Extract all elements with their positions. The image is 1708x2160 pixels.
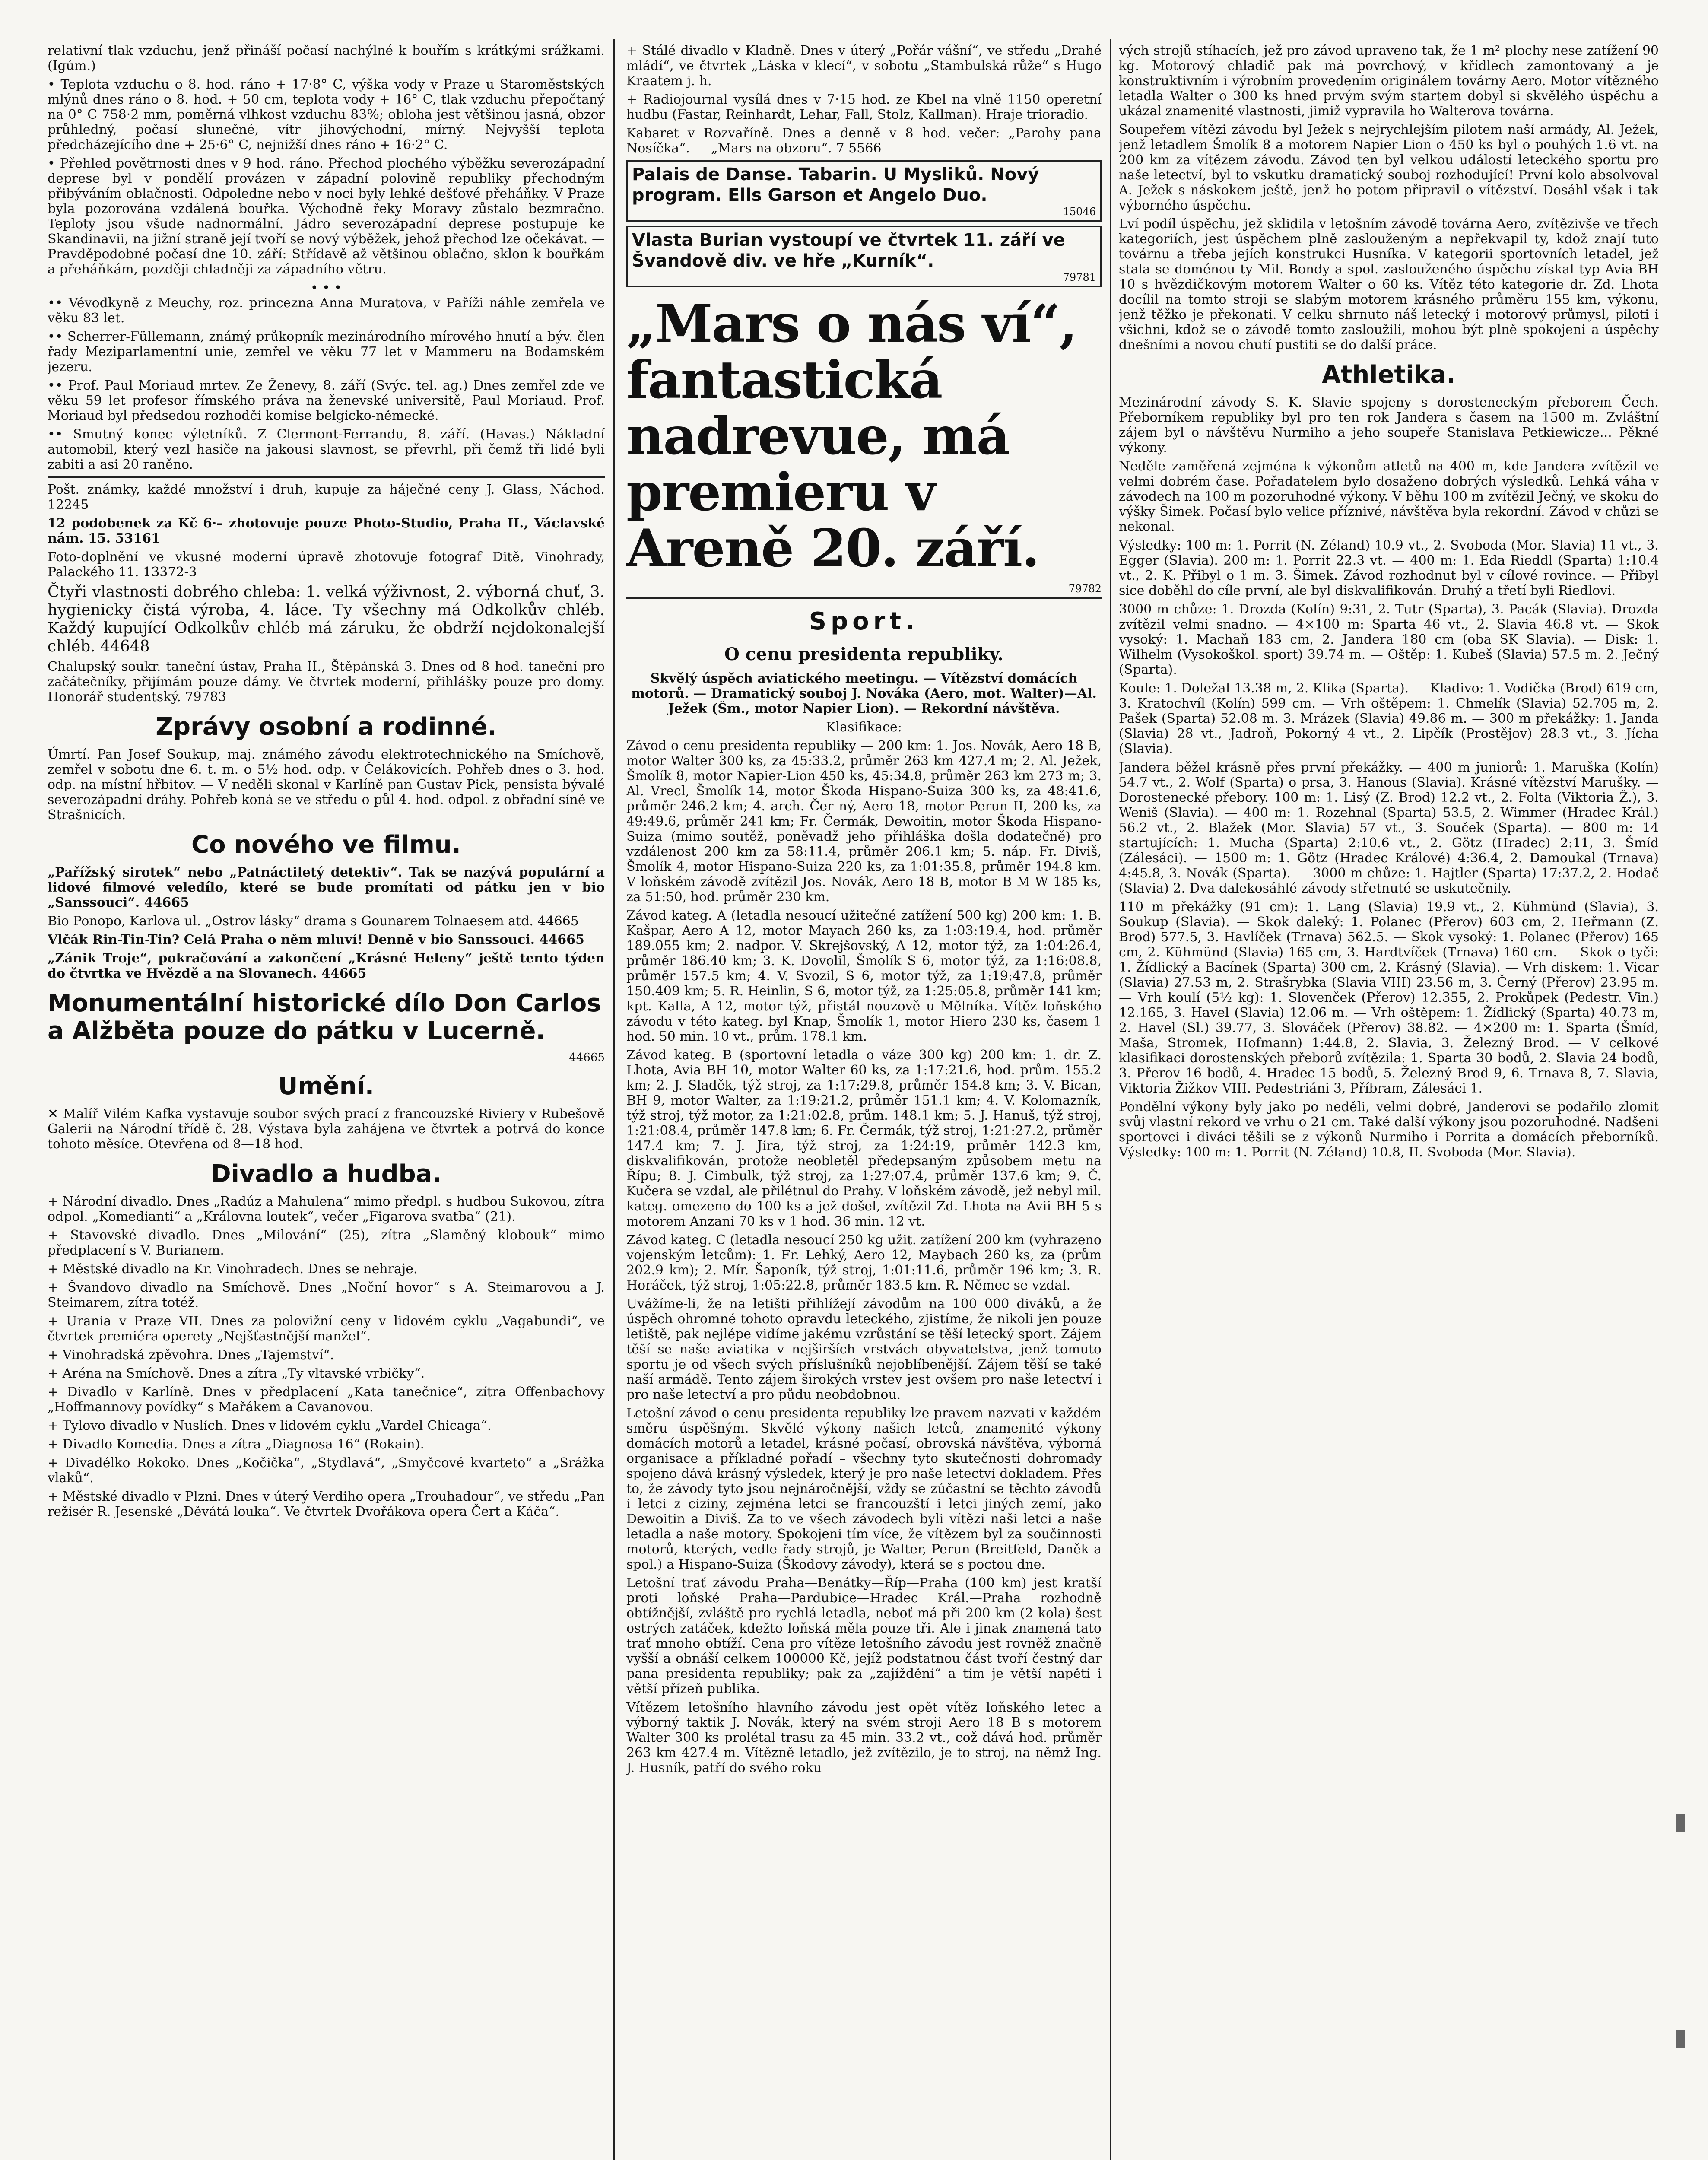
radiojournal: + Radiojournal vysílá dnes v 7·15 hod. ze Kbel na vlně 1150 operetní hudbu (Fastar, Reinhardt, Lehar, Fall, Stolz, Kallman). Hraje trioradio. [626,92,1102,122]
theatre-8: + Divadlo v Karlíně. Dnes v předplacení „Kata tanečnice“, zítra Offenbachovy „Hoffmannovy povídky“ s Mařákem a Cavanovou. [48,1385,605,1415]
aviation-cont-2: Soupeřem vítězi závodu byl Ježek s nejrychlejším pilotem naší armády, Al. Ježek, jenž letadlem Šmolík 8 a motorem Napier Lion o 450 ks byl o pouhých 1.6 vt. na 200 km za vítězem závodu. Závod ten byl velkou událostí leteckého sportu pro naše letectví, byl to vskutku dramatický souboj rozhodující! První kolo absolvoval A. Ježek s náskokem ještě, jenž ho potom připravil o vítězství. Dosáhl však i tak výborného úspěchu. [1119,122,1659,213]
athletics-6: Jandera běžel krásně přes první překážky. — 400 m juniorů: 1. Maruška (Kolín) 54.7 vt., 2. Wolf (Sparta) o prsa, 3. Hanous (Slavia). Krásné vítězství Marušky. — Dorostenecké přebory. 100 m: 1. Lisý (Z. Brod) 12.2 vt., 2. Folta (Viktoria Ž.), 3. Weniš (Slavia). — 400 m: 1. Rozehnal (Sparta) 53.5, 2. Wimmer (Hradec Král.) 56.2 vt., 2. Blažek (Mor. Slavia) 57 vt., 3. Souček (Sparta). — 800 m: 14 startujících: 1. Mucha (Sparta) 2:10.6 vt., 2. Götz (Hradec) 2:11, 3. Šmíd (Zálesáci). — 1500 m: 1. Götz (Hradec Králové) 4:36.4, 2. Damoukal (Trnava) 4:45.8, 3. Novák (Sparta). — 3000 m chůze: 1. Hajtler (Sparta) 17:37.2, 2. Hodač (Slavia) 2. Dva dalekosáhlé závody střetnuté se uskutečnily. [1119,760,1659,896]
film-2: Bio Ponopo, Karlova ul. „Ostrov lásky“ drama s Gounarem Tolnaesem atd. 44665 [48,914,579,929]
athletics-7: 110 m překážky (91 cm): 1. Lang (Slavia) 19.9 vt., 2. Kühmünd (Slavia), 3. Soukup (Slavia). — Skok daleký: 1. Polanec (Přerov) 603 cm, 2. Heřmann (Z. Brod) 577.5, 3. Havlíček (Trnava) 562.5. — Skok vysoký: 1. Polanec (Přerov) 165 cm, 2. Kühmünd (Slavia) 165 cm, 3. Hardtvíček (Trnava) 160 cm. — Skok o tyči: 1. Žídlický a Bacínek (Sparta) 300 cm, 2. Krásný (Slavia). — Vrh diskem: 1. Vicar (Slavia) 27.53 m, 2. Strašrybka (Slavia VIII) 23.56 m, 3. Černý (Přerov) 23.95 m. — Vrh koulí (5½ kg): 1. Slovenček (Přerov) 12.355, 2. Prokůpek (Pedestr. Vin.) 12.165, 3. Havel (Slavia) 12.06 m. — Vrh oštěpem: 1. Žídlický (Sparta) 40.73 m, 2. Havel (Sl.) 39.77, 3. Slováček (Přerov) 38.82. — 4×200 m: 1. Sparta (Šmíd, Maša, Stromek, Hofmann) 1:44.8, 2. Slavia, 3. Železný Brod. — V celkové klasifikaci dorostenských přeborů zvítězila: 1. Sparta 30 bodů, 2. Slavia 24 bodů, 3. Přerov 16 bodů, 4. Hradec 15 bodů, 5. Železný Brod 9, 6. Trnava 8, 7. Slavia, Viktoria Žižkov VIII. Pedestriáni 3, Příbram, Zálesáci 1. [1119,899,1659,1096]
obituary-2: •• Scherrer-Füllemann, známý průkopník mezinárodního mírového hnutí a býv. člen řady Meziparlamentní unie, zemřel ve věku 77 let v Mammeru na Bodamském jezeru. [48,329,605,375]
sport-race-cat-b: Závod kateg. B (sportovní letadla o váze 300 kg) 200 km: 1. dr. Z. Lhota, Avia BH 10, motor Walter 60 ks, za 1:17:21.6, hod. prům. 155.2 km; 2. J. Sladěk, týž stroj, za 1:17:29.8, průměr 154.8 km; 3. V. Bican, BH 9, motor Walter, za 1:19:21.2, průměr 151.1 km; 4. V. Kolomazník, týž stroj, týž motor, za 1:21:02.8, prům. 148.1 km; 5. J. Hanuš, týž stroj, 1:21:08.4, průměr 147.8 km; 6. Fr. Čermák, týž stroj, 1:21:27.2, průměr 147.4 km; 7. J. Jíra, týž stroj, za 1:24:19, průměr 142.3 km, diskvalifikován, protože neobletěl předepsaným způsobem metu na Řípu; 8. J. Cimbulk, týž stroj, za 1:27:07.4, průměr 137.6 km; 9. Č. Kučera se vzdal, ale přilétnul do Prahy. V loňském závodě, jež nebyl mil. kateg. omezeno do 100 ks a jež došel, zvítězil Zd. Lhota na Avii BH 5 s motorem Anzani 70 ks v 1 hod. 36 min. 12 vt. [626,1048,1102,1229]
divider [626,597,1102,599]
obituary-1: •• Vévodkyně z Meuchy, roz. princezna Anna Muratova, v Paříži náhle zemřela ve věku 83 let. [48,295,605,326]
ad-dance-school: Chalupský soukr. taneční ústav, Praha II., Štěpánská 3. Dnes od 8 hod. taneční pro začátečníky, přijímám pouze dámy. Ve čtvrtek moderní, přihlášky pouze pro domy. Honorář studentský. 79783 [48,659,605,705]
sport-comment-4: Vítězem letošního hlavního závodu jest opět vítěz loňského letec a výborný taktik J. Novák, který na svém stroji Aero 18 B s motorem Walter 300 ks prolétal trasu za 45 min. 33.2 vt., což dává hod. průměr 263 km 427.4 m. Vítězně letadlo, jež zvítězilo, je to stroj, na němž Ing. J. Husník, patří do svého roku [626,1700,1102,1776]
margin-mark [1676,1814,1685,1832]
sport-comment-1: Uvážíme-li, že na letišti přihlížejí závodům na 100 000 diváků, a že úspěch ohromné tohoto opravdu leteckého, zjistíme, že nikoli jen pouze letiště, pak nejlépe vidíme jakému vzrůstání se těší letecký sport. Zájem těší se naše aviatika v nejširších vrstvách obyvatelstva, jenž tomuto sportu je od všech svých příslušníků nejoblíbenější. Zájem těší se také naší armádě. Tento zájem širokých vrstev jest ovšem pro naše letectví i pro naše letectví a pro půdu neobdobnou. [626,1296,1102,1402]
film-3: Vlčák Rin-Tin-Tin? Celá Praha o něm mluví! Denně v bio Sanssouci. 44665 [48,932,584,947]
burian-ad-number: 79781 [1063,271,1096,283]
ad-photo-enlarge: Foto-doplnění ve vkusné moderní úpravě zhotovuje fotograf Ditě, Vinohrady, Palackého 11. 13372-3 [48,550,605,580]
athletics-2: Neděle zaměřená zejména k výkonům atletů na 400 m, kde Jandera zvítězil ve velmi dobrém čase. Pořadatelem bylo dosaženo dobrých výsledků. Lehká váha v závodech na 100 m pozoruhodné výkony. V běhu 100 m zvítězil Ječný, ve skoku do výšky Šimek. Počasí bylo velice příznivé, návštěva byla rekordní. Závod v chůzi se nekonal. [1119,459,1659,534]
theatre-3: + Městské divadlo na Kr. Vinohradech. Dnes se nehraje. [48,1261,418,1277]
palais-ad [626,160,1102,222]
heading-athletics: Athletika. [1322,361,1456,389]
cabaret: Kabaret v Rozvaříně. Dnes a denně v 8 hod. večer: „Parohy pana Nosíčka“. — „Mars na obzoru“. 7 5566 [626,126,1102,156]
burian-ad [626,226,1102,287]
sport-race-cat-c: Závod kateg. C (letadla nesoucí 250 kg užit. zatížení 200 km (vyhrazeno vojenským letcům): 1. Fr. Lehký, Aero 12, Maybach 260 ks, za (prům 202.9 km); 2. Mír. Šaponík, týž stroj, 1:01:11.6, průměr 196 km; 3. R. Horáček, týž stroj, 1:05:22.8, průměr 183.5 km. R. Němec se vzdal. [626,1232,1102,1293]
personal-news-text: Úmrtí. Pan Josef Soukup, maj. známého závodu elektrotechnického na Smíchově, zemřel v sobotu dne 6. t. m. o 5½ hod. odp. v Čelákovicích. Pohřeb dnes o 3. hod. odp. na místní hřbitov. — V neděli skonal v Karlíně pan Gustav Pick, pensista bývalé severozápadní dráhy. Pohřeb koná se ve středu o půl 4. hod. odpol. z obřadní síně ve Strašnicích. [48,747,605,823]
ad-stamps: Pošt. známky, každé množství i druh, kupuje za háječné ceny J. Glass, Náchod. 12245 [48,482,605,512]
burian-ad-text: Vlasta Burian vystoupí ve čtvrtek 11. září ve Švandově div. ve hře „Kurník“. [632,230,1065,271]
obituary-3: •• Prof. Paul Moriaud mrtev. Ze Ženevy, 8. září (Svýc. tel. ag.) Dnes zemřel zde ve věku 59 let profesor římského práva na ženevské universitě, Paul Moriaud. Prof. Moriaud byl předsedou rozhodčí komise belgicko-německé. [48,378,605,423]
column-rule-2 [1110,39,1111,2160]
column-3 [1119,43,1659,1163]
column-2 [626,43,1102,1779]
subheading-president-prize: O cenu presidenta republiky. [724,644,1003,664]
athletics-4: 3000 m chůze: 1. Drozda (Kolín) 9:31, 2. Tutr (Sparta), 3. Pacák (Slavia). Drozda zvítězil velmi snadno. — 4×100 m: Sparta 46 vt., 2. Slavia 46.8 vt. — Skok vysoký: 1. Machaň 183 cm, 2. Jandera 180 cm (oba SK Slavia). — Disk: 1. Wilhelm (Vysokoškol. sport) 39.74 m. — Oštěp: 1. Kubeš (Slavia) 57.5 m. 2. Ječný (Sparta). [1119,602,1659,677]
section-separator: • • • [310,280,342,295]
athletics-8: Pondělní výkony byly jako po neděli, velmi dobré, Janderovi se podařilo zlomit svůj vlastní rekord ve vrhu o 21 cm. Také další výkony jsou pozoruhodné. Nadšeni sportovci i diváci těšili se z výkonů Nurmiho i Porrita a domácích přeborníků. Výsledky: 100 m: 1. Porrit (N. Zéland) 10.8, II. Svoboda (Mor. Slavia). [1119,1099,1659,1160]
weather-text-2: • Teplota vzduchu o 8. hod. ráno + 17·8° C, výška vody v Praze u Staroměstských mlýnů dnes ráno o 8. hod. + 50 cm, teplota vody + 16° C, tlak vzduchu přepočtaný na 0° C 758·2 mm, poměrná vlhkost vzduchu 83%; obloha jest většinou jasná, obzor průhledný, počasí slunečné, vítr jihovýchodní, mírný. Nejvyšší teplota předcházejícího dne + 25·6° C, nejnižší dnes ráno + 16·2° C. [48,77,605,152]
aviation-cont-1: vých strojů stíhacích, jež pro závod upraveno tak, že 1 m² plochy nese zatížení 90 kg. Motorový chladič pak má povrchový, v křídlech zamontovaný a je konstruktivním i výrobním provedením originálem továrny Aero. Motor vítězného letadla Walter o 300 ks hned prvým svým startem dobyl si skvělého úspěchu a ukázal znamenité vlastnosti, jimiž vypravila ho Walterova továrna. [1119,43,1659,119]
heading-theatre: Divadlo a hudba. [211,1160,441,1188]
athletics-1: Mezinárodní závody S. K. Slavie spojeny s dorosteneckým přeborem Čech. Přeborníkem republiky byl pro ten rok Jandera s časem na 1500 m. Zvláštní zájem byl o návštěvu Nurmiho a jeho soupeře Stanislava Petkiewicze... Pěkné výkony. [1119,395,1659,455]
heading-film: Co nového ve filmu. [191,831,461,859]
theatre-11: + Divadélko Rokoko. Dnes „Kočička“, „Stydlavá“, „Smyčcové kvarteto“ a „Srážka vlaků“. [48,1455,605,1486]
mars-revue-ad: „Mars o nás ví“, fantastická nadrevue, má premieru v Areně 20. září. [626,293,1077,579]
ad-bread: Čtyři vlastnosti dobrého chleba: 1. velká výživnost, 2. výborná chuť, 3. hygienicky čistá výroba, 4. láce. Ty všechny má Odkolkův chléb. Každý kupující Odkolkův chléb má záruku, že obdrží nejdokonalejší chléb. 44648 [48,583,605,655]
aviation-cont-3: Lví podíl úspěchu, jež sklidila v letošním závodě továrna Aero, zvítězivše ve třech kategoriích, jest úspěchem plně zaslouženým a nepřekvapil ty, kdož znají tuto továrnu a třeba jejích konstrukci Husníka. V kategorii sportovních letadel, jež stala se doménou ty Mil. Bondy a spol. zaslouženého úspěchu získal typ Avia BH 10 s hvězdičkovým motorem Walter o 60 ks. Vítěz této kategorie dr. Zd. Lhota docílil na tomto stroji se slabým motorem krásného průměru 155 km, výkonu, jenž těžko je překonati. V celku shrnuto náš letecký i motorový průmysl, piloti i všichni, kdož se o závodě tomto zasloužili, mohou být plně spokojeni a úspěchy dnešními a novou chutí pustiti se do další práce. [1119,216,1659,353]
theatre-2: + Stavovské divadlo. Dnes „Milování“ (25), zítra „Slaměný klobouk“ mimo předplacení s V. Burianem. [48,1228,605,1258]
theatre-5: + Urania v Praze VII. Dnes za polovižní ceny v lidovém cyklu „Vagabundi“, ve čtvrtek premiéra operety „Nejšťastnější manžel“. [48,1314,605,1344]
sport-comment-3: Letošní trať závodu Praha—Benátky—Říp—Praha (100 km) jest kratší proti loňské Praha—Pardubice—Hradec Král.—Praha rozhodně obtížnější, zvláště pro rychlá letadla, neboť má při 200 km (2 kola) šest ostrých zatáček, kdežto loňská měla pouze tři. Ale i jinak znamená tato trať mnoho obtíží. Cena pro vítěze letošního závodu jest rovněž značně vyšší a obnáší celkem 100000 Kč, jejíž podstatnou část tvoří čestný dar pana presidenta republiky; pak za „zajíždění“ a tím je větší napětí i větší přízeň publika. [626,1576,1102,1696]
ad-photo-studio: 12 podobenek za Kč 6·– zhotovuje pouze Photo-Studio, Praha II., Václavské nám. 15. 53161 [48,516,605,546]
theatre-1: + Národní divadlo. Dnes „Radúz a Mahulena“ mimo předpl. s hudbou Sukovou, zítra odpol. „Komedianti“ a „Královna loutek“, večer „Figarova svatba“ (21). [48,1194,605,1224]
column-1 [48,43,605,1523]
heading-sport: Sport. [809,607,919,635]
film-1: „Pařížský sirotek“ nebo „Patnáctiletý detektiv“. Tak se nazývá populární a lidové filmové veledílo, které se bude promítati od pátku jen v bio „Sanssouci“. 44665 [48,865,605,910]
obituary-4: •• Smutný konec výletníků. Z Clermont-Ferrandu, 8. září. (Havas.) Nákladní automobil, který vezl hasiče na jakousi slavnost, se převrhl, při čemž tři lidé byli zabiti a asi 20 raněno. [48,427,605,472]
divider [48,476,605,478]
theatre-4: + Švandovo divadlo na Smíchově. Dnes „Noční hovor“ s A. Steimarovou a J. Steimarem, zítra totéž. [48,1280,605,1310]
sport-classification-label: Klasifikace: [826,720,902,735]
mars-ad-number: 79782 [1068,583,1102,595]
column-rule-1 [613,39,615,2160]
heading-personal-news: Zprávy osobní a rodinné. [156,713,497,741]
theatre-9: + Tylovo divadlo v Nuslích. Dnes v lidovém cyklu „Vardel Chicaga“. [48,1418,492,1433]
weather-text-3: • Přehled povětrnosti dnes v 9 hod. ráno. Přechod plochého výběžku severozápadní deprese byl v pondělí provázen v západní polovině republiky přechodným přibýváním oblačnosti. Odpoledne nebo v noci byly lehké dešťové přeháňky. V Praze byla pozorována vzdálená bouřka. Východně řeky Moravy zůstalo bezmračno. Teploty jsou všude nadnormální. Jádro severozápadní deprese postupuje ke Skandinavii, na jižní straně její tvoří se nový výběžek, jehož přechod lze očekávat. — Pravděpodobné počasí dne 10. září: Střídavě až většinou oblačno, sklon k bouřkám a přeháňkám, později chladněji za západního větru. [48,156,605,277]
weather-text-1: relativní tlak vzduchu, jenž přináší počasí nachýlné k bouřím s krátkými srážkami. (Igúm.) [48,43,605,73]
athletics-5: Koule: 1. Doležal 13.38 m, 2. Klika (Sparta). — Kladivo: 1. Vodička (Brod) 619 cm, 3. Kratochvíl (Kolín) 599 cm. — Vrh oštěpem: 1. Chmelík (Slavia) 52.705 m, 2. Pašek (Sparta) 52.08 m. 3. Mrázek (Slavia) 49.86 m. — 300 m překážky: 1. Janda (Slavia) 28 vt., Jadroň, Pokorný 4 vt., 2. Lipčík (Prostějov) 28.3 vt., 3. Jícha (Slavia). [1119,681,1659,756]
don-carlos-ad: Monumentální historické dílo Don Carlos a Alžběta pouze do pátku v Lucerně. [48,989,601,1045]
theatre-6: + Vinohradská zpěvohra. Dnes „Tajemství“. [48,1347,334,1363]
margin-mark [1676,2030,1685,2048]
heading-art: Umění. [278,1072,375,1100]
palais-ad-text: Palais de Danse. Tabarin. U Mysliků. Nový program. Ells Garson et Angelo Duo. [632,165,1039,205]
theatre-12: + Městské divadlo v Plzni. Dnes v úterý Verdiho opera „Trouhadour“, ve středu „Pan režisér R. Jesenské „Děvátá louka“. Ve čtvrtek Dvořákova opera Čert a Káča“. [48,1489,605,1519]
theatre-10: + Divadlo Komedia. Dnes a zítra „Diagnosa 16“ (Rokain). [48,1437,424,1452]
sport-race-cat-a: Závod kateg. A (letadla nesoucí užitečné zatížení 500 kg) 200 km: 1. B. Kašpar, Aero A 12, motor Mayach 260 ks, za 1:03:19.4, hod. průměr 189.055 km; 2. nadpor. V. Skrejšovský, A 12, motor týž, za 1:04:26.4, průměr 186.40 km; 3. K. Dovolil, Šmolík S 6, motor týž, za 1:16:08.8, průměr 157.5 km; 4. V. Svozil, S 6, motor týž, za 1:19:47.8, průměr 150.409 km; 5. R. Heinlin, S 6, motor týž, za 1:25:05.8, průměr 141 km; kpt. Kalla, A 12, motor týž, přistál nouzově u Mělníka. Vítěz loňského závodu v této kateg. byl Knap, Šmolík 1, motor Hiero 230 ks, časem 1 hod. 50 min. 10 vt., prům. 178.1 km. [626,908,1102,1044]
sport-race-president: Závod o cenu presidenta republiky — 200 km: 1. Jos. Novák, Aero 18 B, motor Walter 300 ks, za 45:33.2, průměr 263 km 427.4 m; 2. Al. Ježek, Šmolík 8, motor Napier-Lion 450 ks, 45:34.8, průměr 263 km 273 m; 3. Al. Vrecl, Šmolík 14, motor Škoda Hispano-Suiza 300 ks, za 48:41.6, průměr 246.2 km; 4. arch. Čer ný, Aero 18, motor Perun II, 200 ks, za 49:49.6, průměr 241 km; Fr. Čermák, Dewoitin, motor Škoda Hispano-Suiza (mimo soutěž, poněvadž jeho přihláška došla dodatečně) pro vzdálenost 200 km za 58:11.4, průměr 206.1 km; 5. náp. Fr. Diviš, Šmolík 4, motor Hispano-Suiza 220 ks, za 1:01:35.8, průměr 194.8 km. V loňském závodě zvítězil Jos. Novák, Aero 18 B, motor B M W 185 ks, za 51:50, hod. průměr 230 km. [626,738,1102,905]
palais-ad-number: 15046 [1063,206,1096,218]
kladno-theatre: + Stálé divadlo v Kladně. Dnes v úterý „Pořár vášní“, ve středu „Drahé mládí“, ve čtvrtek „Láska v klecí“, v sobotu „Stambulská růže“ s Hugo Kraatem j. h. [626,43,1102,89]
film-4: „Zánik Troje“, pokračování a zakončení „Krásné Heleny“ ještě tento týden do čtvrtka ve Hvězdě a na Slovanech. 44665 [48,951,605,981]
art-text: ✕ Malíř Vilém Kafka vystavuje soubor svých prací z francouzské Riviery v Rubešově Galerii na Národní třídě č. 28. Výstava byla zahájena ve čtvrtek a potrvá do konce tohoto měsíce. Otevřena od 8—18 hod. [48,1106,605,1152]
athletics-3: Výsledky: 100 m: 1. Porrit (N. Zéland) 10.9 vt., 2. Svoboda (Mor. Slavia) 11 vt., 3. Egger (Slavia). 200 m: 1. Porrit 22.3 vt. — 400 m: 1. Eda Rieddl (Sparta) 1:10.4 vt., 2. K. Přibyl o 1 m. 3. Šimek. Závod rozhodnut byl v cílové rovince. — Přibyl sice doběhl do cíle první, ale byl diskvalifikován. Druhý a třetí byli Riedlovi. [1119,538,1659,598]
theatre-7: + Aréna na Smíchově. Dnes a zítra „Ty vltavské vrbičky“. [48,1366,425,1381]
sport-comment-2: Letošní závod o cenu presidenta republiky lze pravem nazvati v každém směru úspěšným. Skvělé výkony našich letců, znamenité výkony domácích motorů a letadel, krásné počasí, obrovská návštěva, výborná organisace a příkladné pořadí – všechny tyto skutečnosti dohromady spojeno dává krásný výsledek, který je pro naše letectví dokladem. Přes to, že závody tyto jsou nejnáročnější, vždy se zúčastní se těchto závodů i letci z ciziny, zejména letci se francouzští i letci jiných zemí, jako Dewoitin a Diviš. Za to ve všech závodech byli vítězi naši letci a naše letadla a naše motory. Spokojeni tím více, že vítězem byl za součinnosti motorů, kterých, vedle řady strojů, je Walter, Perun (Breitfeld, Daněk a spol.) a Hispano-Suiza (Škodovy závody), která se s poctou dne. [626,1406,1102,1572]
don-carlos-ad-number: 44665 [569,1051,605,1064]
sport-summary: Skvělý úspěch aviatického meetingu. — Vítězství domácích motorů. — Dramatický souboj J. Nováka (Aero, mot. Walter)—Al. Ježek (Šm., motor Napier Lion). — Rekordní návštěva. [631,671,1097,716]
